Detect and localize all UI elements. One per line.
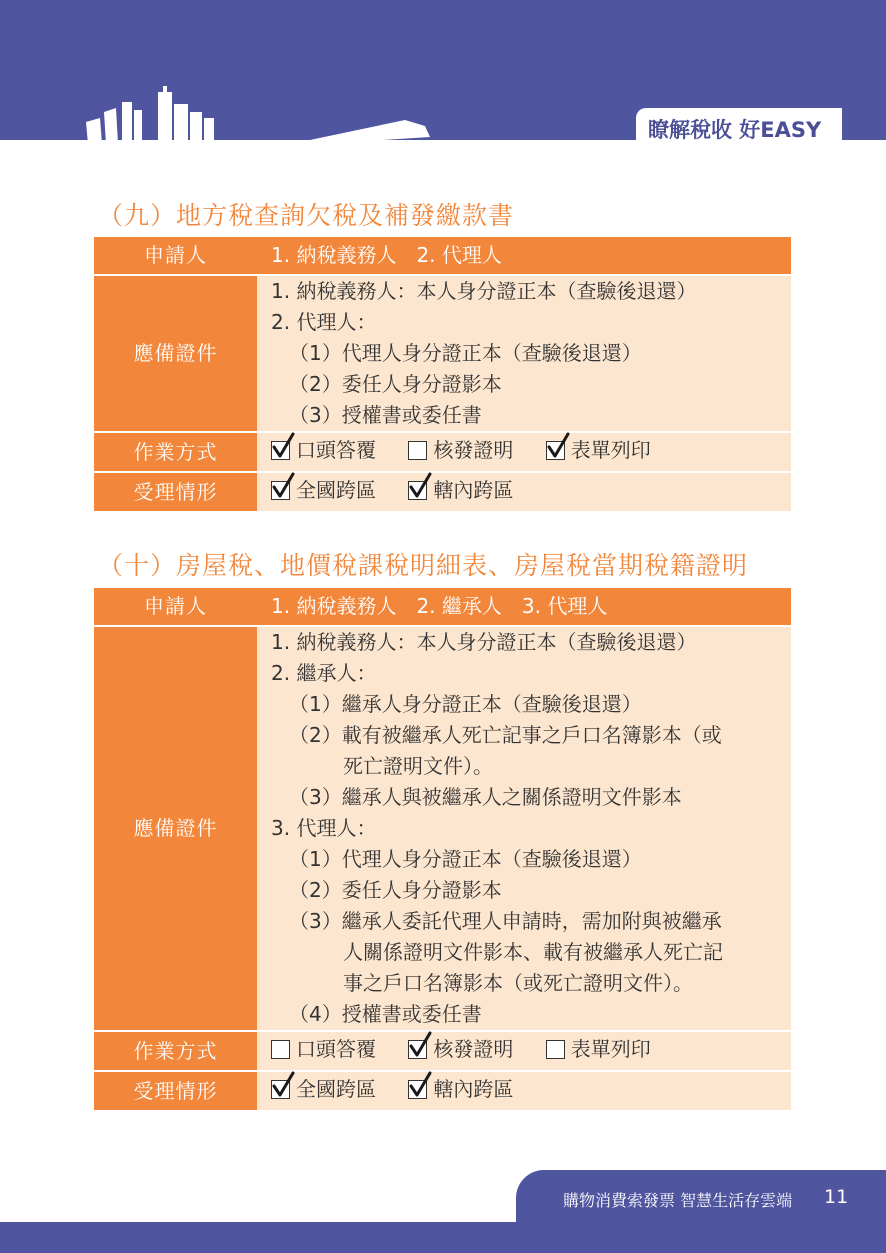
- doc-line: （1）繼承人身分證正本（查驗後退還）: [289, 692, 642, 716]
- checkmark-icon: [408, 1031, 432, 1059]
- checkbox[interactable]: [271, 1080, 290, 1099]
- method-options: [257, 1031, 791, 1071]
- doc-line: 1. 納稅義務人：本人身分證正本（查驗後退還）: [271, 630, 697, 654]
- doc-line: 死亡證明文件）。: [343, 754, 493, 778]
- checkbox[interactable]: [546, 441, 565, 460]
- doc-line: （3）繼承人與被繼承人之關係證明文件影本: [289, 785, 682, 809]
- method-option[interactable]: [408, 435, 513, 466]
- checkbox[interactable]: [271, 481, 290, 500]
- section10-table: [94, 588, 791, 1112]
- scope-label: 受理情形: [94, 472, 257, 512]
- option-label: 口頭答覆: [296, 438, 376, 462]
- scope-option[interactable]: [408, 475, 513, 506]
- doc-line: 3. 代理人：: [271, 816, 377, 840]
- doc-line: （4）授權書或委任書: [289, 1002, 482, 1026]
- section9-title: （九）地方稅查詢欠稅及補發繳款書: [98, 201, 515, 230]
- method-option[interactable]: [271, 1034, 376, 1065]
- checkbox[interactable]: [546, 1040, 565, 1059]
- doc-line: （3）繼承人委託代理人申請時，需加附與被繼承: [289, 909, 722, 933]
- option-label: 表單列印: [570, 438, 651, 462]
- checkmark-icon: [271, 472, 295, 500]
- doc-line: 2. 代理人：: [271, 310, 377, 334]
- section10-title: （十）房屋稅、地價稅課稅明細表、房屋稅當期稅籍證明: [98, 551, 749, 580]
- checkbox[interactable]: [271, 1040, 290, 1059]
- option-label: 轄內跨區: [433, 1077, 514, 1101]
- option-label: 核發證明: [433, 438, 514, 462]
- option-label: 口頭答覆: [296, 1037, 376, 1061]
- applicant-label: 申請人: [94, 237, 257, 275]
- checkbox[interactable]: [271, 441, 290, 460]
- doc-line: （1）代理人身分證正本（查驗後退還）: [289, 847, 642, 871]
- scope-options: [257, 1071, 791, 1111]
- method-option[interactable]: [546, 435, 651, 466]
- footer-slogan: 購物消費索發票 智慧生活存雲端: [563, 1191, 793, 1210]
- doc-line: （3）授權書或委任書: [289, 403, 482, 427]
- checkbox[interactable]: [408, 1080, 427, 1099]
- option-label: 全國跨區: [296, 478, 376, 502]
- method-label: 作業方式: [94, 1031, 257, 1071]
- method-option[interactable]: [546, 1034, 651, 1065]
- applicant-label: 申請人: [94, 588, 257, 626]
- page-number: 11: [824, 1186, 849, 1208]
- doc-line: （2）委任人身分證影本: [289, 878, 502, 902]
- scope-option[interactable]: [271, 1074, 376, 1105]
- doc-line: 人關係證明文件影本、載有被繼承人死亡記: [343, 940, 723, 964]
- section9-table: [94, 237, 791, 513]
- scope-options: [257, 472, 791, 512]
- docs-label: 應備證件: [94, 275, 257, 432]
- option-label: 核發證明: [433, 1037, 514, 1061]
- docs-list: [257, 626, 791, 1031]
- doc-line: （1）代理人身分證正本（查驗後退還）: [289, 341, 642, 365]
- doc-line: 2. 繼承人：: [271, 661, 377, 685]
- checkmark-icon: [546, 432, 570, 460]
- header-badge-text: 瞭解稅收 好EASY: [648, 118, 822, 142]
- method-option[interactable]: [408, 1034, 513, 1065]
- doc-line: 1. 納稅義務人：本人身分證正本（查驗後退還）: [271, 279, 697, 303]
- doc-line: （2）委任人身分證影本: [289, 372, 502, 396]
- scope-option[interactable]: [408, 1074, 513, 1105]
- checkbox[interactable]: [408, 481, 427, 500]
- option-label: 全國跨區: [296, 1077, 376, 1101]
- checkbox[interactable]: [408, 1040, 427, 1059]
- checkmark-icon: [408, 472, 432, 500]
- city-skyline-graphic: [70, 82, 450, 144]
- docs-list: [257, 275, 791, 432]
- scope-option[interactable]: [271, 475, 376, 506]
- checkmark-icon: [271, 1071, 295, 1099]
- docs-label: 應備證件: [94, 626, 257, 1031]
- checkmark-icon: [271, 432, 295, 460]
- option-label: 表單列印: [570, 1037, 651, 1061]
- checkbox[interactable]: [408, 441, 427, 460]
- method-label: 作業方式: [94, 432, 257, 472]
- scope-label: 受理情形: [94, 1071, 257, 1111]
- method-options: [257, 432, 791, 472]
- doc-line: 事之戶口名簿影本（或死亡證明文件）。: [343, 971, 693, 995]
- applicant-value: 1. 納稅義務人 2. 代理人: [257, 237, 791, 275]
- method-option[interactable]: [271, 435, 376, 466]
- option-label: 轄內跨區: [433, 478, 514, 502]
- applicant-value: 1. 納稅義務人 2. 繼承人 3. 代理人: [257, 588, 791, 626]
- checkmark-icon: [408, 1071, 432, 1099]
- city-label: KEELUNG: [331, 114, 379, 131]
- doc-line: （2）載有被繼承人死亡記事之戶口名簿影本（或: [289, 723, 722, 747]
